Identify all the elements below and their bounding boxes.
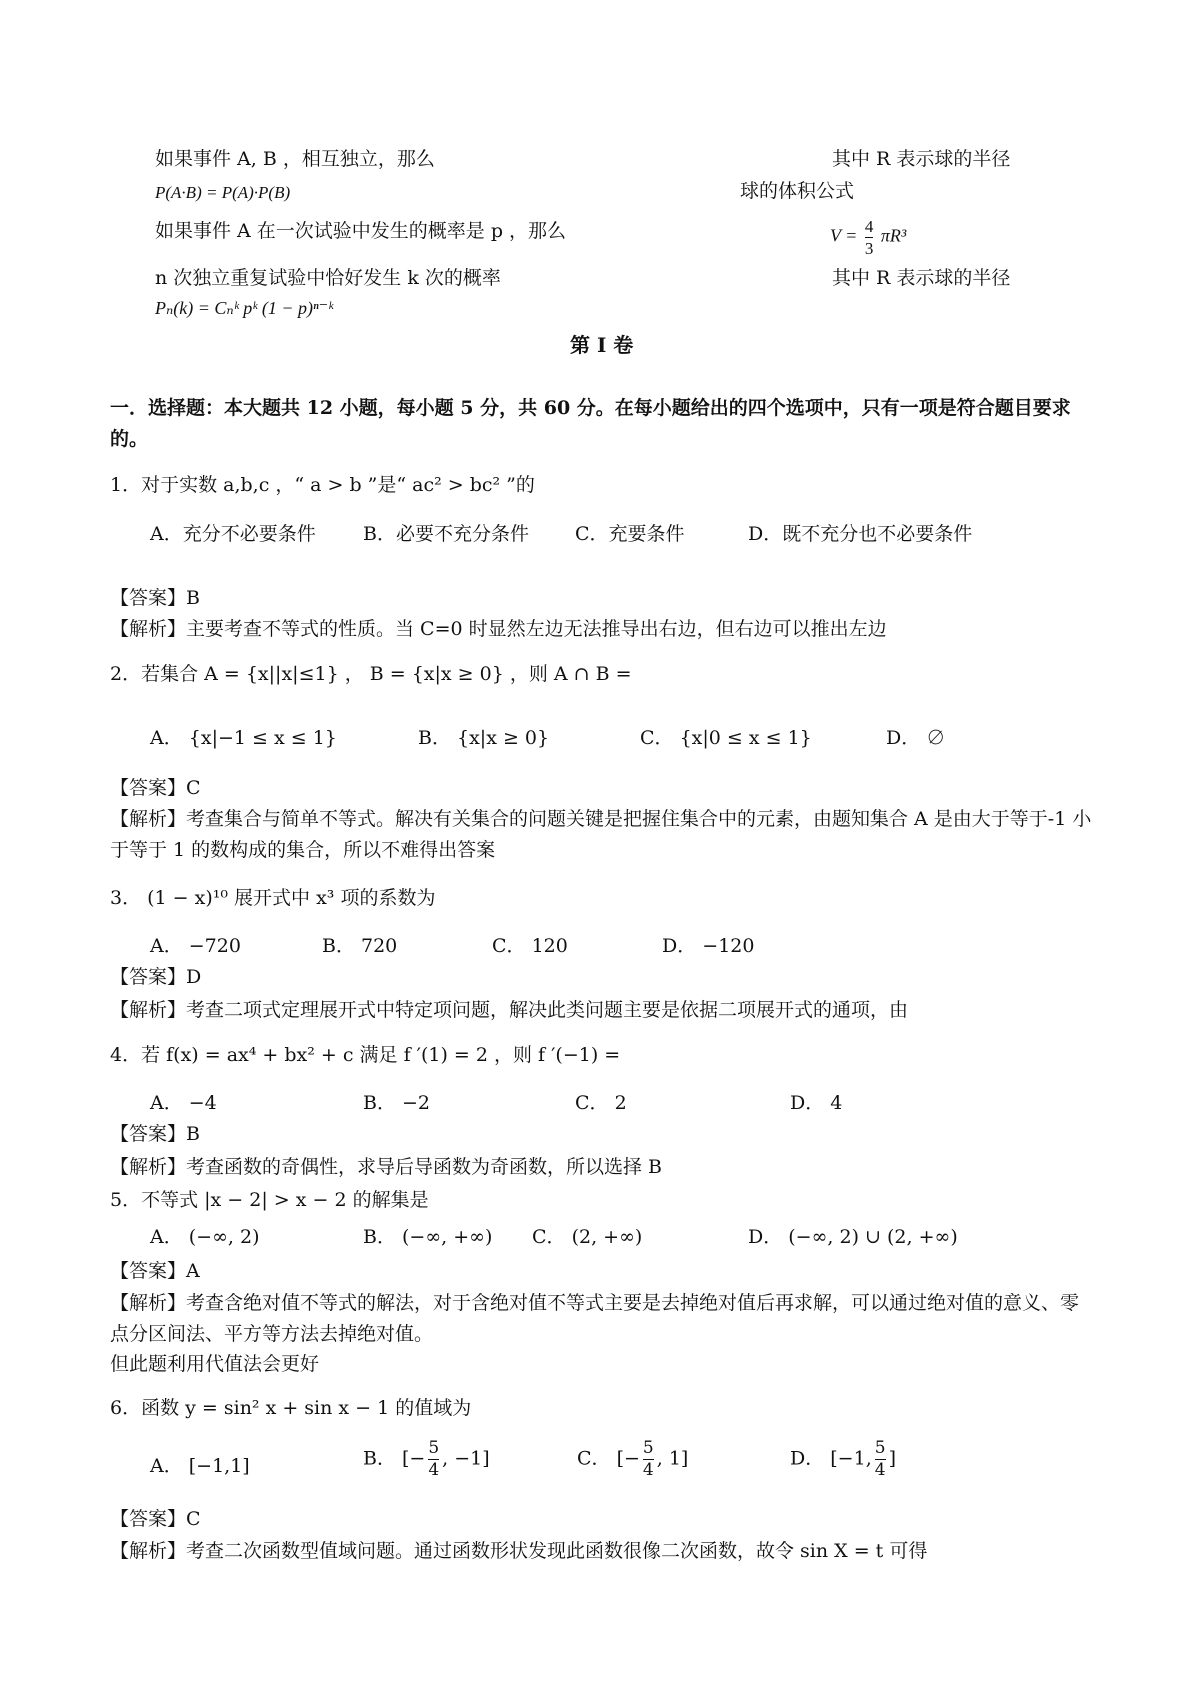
q6-option-a[interactable]: A． [−1,1] [150, 1455, 250, 1477]
q6-b-suffix: , −1] [442, 1447, 490, 1470]
q3-stem: 3． (1 − x)¹⁰ 展开式中 x³ 项的系数为 [110, 887, 436, 909]
q4-answer: 【答案】B [110, 1123, 200, 1145]
q1-option-a[interactable]: A．充分不必要条件 [150, 523, 316, 545]
q5-option-a[interactable]: A． (−∞, 2) [150, 1226, 260, 1248]
q6-stem: 6．函数 y = sin² x + sin x − 1 的值域为 [110, 1397, 472, 1419]
q6-option-c[interactable] [577, 1440, 688, 1479]
q6-c-suffix: , 1] [656, 1447, 689, 1470]
q2-analysis: 【解析】考查集合与简单不等式。解决有关集合的问题关键是把握住集合中的元素，由题知集合 A 是由大于等于-1 小于等于 1 的数构成的集合，所以不难得出答案 [110, 808, 1092, 862]
q3-option-b[interactable]: B． 720 [322, 935, 398, 957]
q1-stem: 1．对于实数 a,b,c ，“ a > b ”是“ ac² > bc² ”的 [110, 474, 535, 496]
q4-option-d[interactable]: D． 4 [790, 1092, 843, 1114]
q6-d-suffix: ] [888, 1447, 896, 1470]
q3-answer: 【答案】D [110, 966, 202, 988]
q4-option-b[interactable]: B． −2 [363, 1092, 431, 1114]
q6-d-numerator: 5 [874, 1438, 886, 1458]
q6-b-prefix: B． [− [363, 1447, 426, 1470]
formula-n-trials: n 次独立重复试验中恰好发生 k 次的概率 [155, 267, 501, 289]
q3-option-a[interactable]: A． −720 [150, 935, 241, 957]
formula-sphere-volume-label: 球的体积公式 [740, 180, 855, 202]
q4-analysis: 【解析】考查函数的奇偶性，求导后导函数为奇函数，所以选择 B [110, 1156, 663, 1178]
formula-sphere-volume [830, 218, 906, 257]
q5-option-c[interactable]: C． (2, +∞) [532, 1226, 643, 1248]
q6-answer: 【答案】C [110, 1508, 201, 1530]
q6-d-denominator: 4 [874, 1460, 886, 1480]
q2-option-a[interactable]: A． {x|−1 ≤ x ≤ 1} [150, 727, 337, 749]
q6-option-d[interactable] [790, 1440, 896, 1479]
q1-option-b[interactable]: B．必要不充分条件 [363, 523, 529, 545]
q4-option-c[interactable]: C． 2 [575, 1092, 627, 1114]
q5-answer: 【答案】A [110, 1260, 200, 1282]
q1-analysis: 【解析】主要考查不等式的性质。当 C=0 时显然左边无法推导出右边，但右边可以推出左边 [110, 618, 887, 640]
q6-b-denominator: 4 [428, 1460, 440, 1480]
q3-option-c[interactable]: C． 120 [492, 935, 568, 957]
q2-answer: 【答案】C [110, 777, 201, 799]
section-title: 第 I 卷 [570, 333, 634, 357]
q3-analysis: 【解析】考查二项式定理展开式中特定项问题，解决此类问题主要是依据二项展开式的通项，由 [110, 999, 909, 1021]
volume-lhs: V = [830, 225, 858, 246]
volume-denominator: 3 [864, 239, 874, 258]
q6-c-numerator: 5 [642, 1438, 654, 1458]
formula-binomial: Pₙ(k) = Cₙᵏ pᵏ (1 − p)ⁿ⁻ᵏ [155, 298, 334, 318]
q6-d-fraction [875, 1440, 886, 1479]
q3-option-d[interactable]: D． −120 [662, 935, 755, 957]
formula-radius-note-1: 其中 R 表示球的半径 [832, 148, 1011, 170]
q5-option-d[interactable]: D． (−∞, 2) ∪ (2, +∞) [748, 1226, 958, 1248]
q6-d-prefix: D． [−1, [790, 1447, 872, 1470]
q1-option-d[interactable]: D．既不充分也不必要条件 [748, 523, 973, 545]
q6-c-prefix: C． [− [577, 1447, 640, 1470]
q4-option-a[interactable]: A． −4 [150, 1092, 217, 1114]
q2-option-c[interactable]: C． {x|0 ≤ x ≤ 1} [640, 727, 812, 749]
formula-independent-product: P(A·B) = P(A)·P(B) [155, 183, 291, 202]
volume-numerator: 4 [864, 217, 874, 236]
q4-stem: 4．若 f(x) = ax⁴ + bx² + c 满足 f ′(1) = 2 ，则 f ′(−1) = [110, 1044, 621, 1066]
q2-option-d[interactable]: D． ∅ [886, 727, 946, 749]
q6-option-b[interactable] [363, 1440, 490, 1479]
q5-analysis-note: 但此题利用代值法会更好 [110, 1353, 320, 1375]
volume-fraction [865, 218, 874, 257]
q5-option-b[interactable]: B． (−∞, +∞) [363, 1226, 493, 1248]
q6-c-fraction [643, 1440, 654, 1479]
volume-rhs: πR³ [880, 225, 907, 246]
formula-radius-note-2: 其中 R 表示球的半径 [832, 267, 1011, 289]
q6-analysis: 【解析】考查二次函数型值域问题。通过函数形状发现此函数很像二次函数，故令 sin X = t 可得 [110, 1540, 928, 1562]
formula-independent-events: 如果事件 A, B ，相互独立，那么 [155, 148, 435, 170]
q5-analysis: 【解析】考查含绝对值不等式的解法，对于含绝对值不等式主要是去掉绝对值后再求解，可以通过绝对值的意义、零点分区间法、平方等方法去掉绝对值。 [110, 1292, 1080, 1346]
part1-heading: 一．选择题：本大题共 12 小题，每小题 5 分，共 60 分。在每小题给出的四个选项中，只有一项是符合题目要求的。 [110, 397, 1071, 451]
q6-b-numerator: 5 [428, 1438, 440, 1458]
q2-stem: 2．若集合 A = {x||x|≤1} ， B = {x|x ≥ 0} ，则 A ∩ B = [110, 663, 632, 685]
q1-answer: 【答案】B [110, 587, 200, 609]
q5-stem: 5．不等式 |x − 2| > x − 2 的解集是 [110, 1189, 429, 1211]
q1-option-c[interactable]: C．充要条件 [575, 523, 685, 545]
q2-option-b[interactable]: B． {x|x ≥ 0} [418, 727, 550, 749]
formula-probability-p: 如果事件 A 在一次试验中发生的概率是 p ，那么 [155, 220, 567, 242]
q6-c-denominator: 4 [642, 1460, 654, 1480]
q6-b-fraction [428, 1440, 439, 1479]
